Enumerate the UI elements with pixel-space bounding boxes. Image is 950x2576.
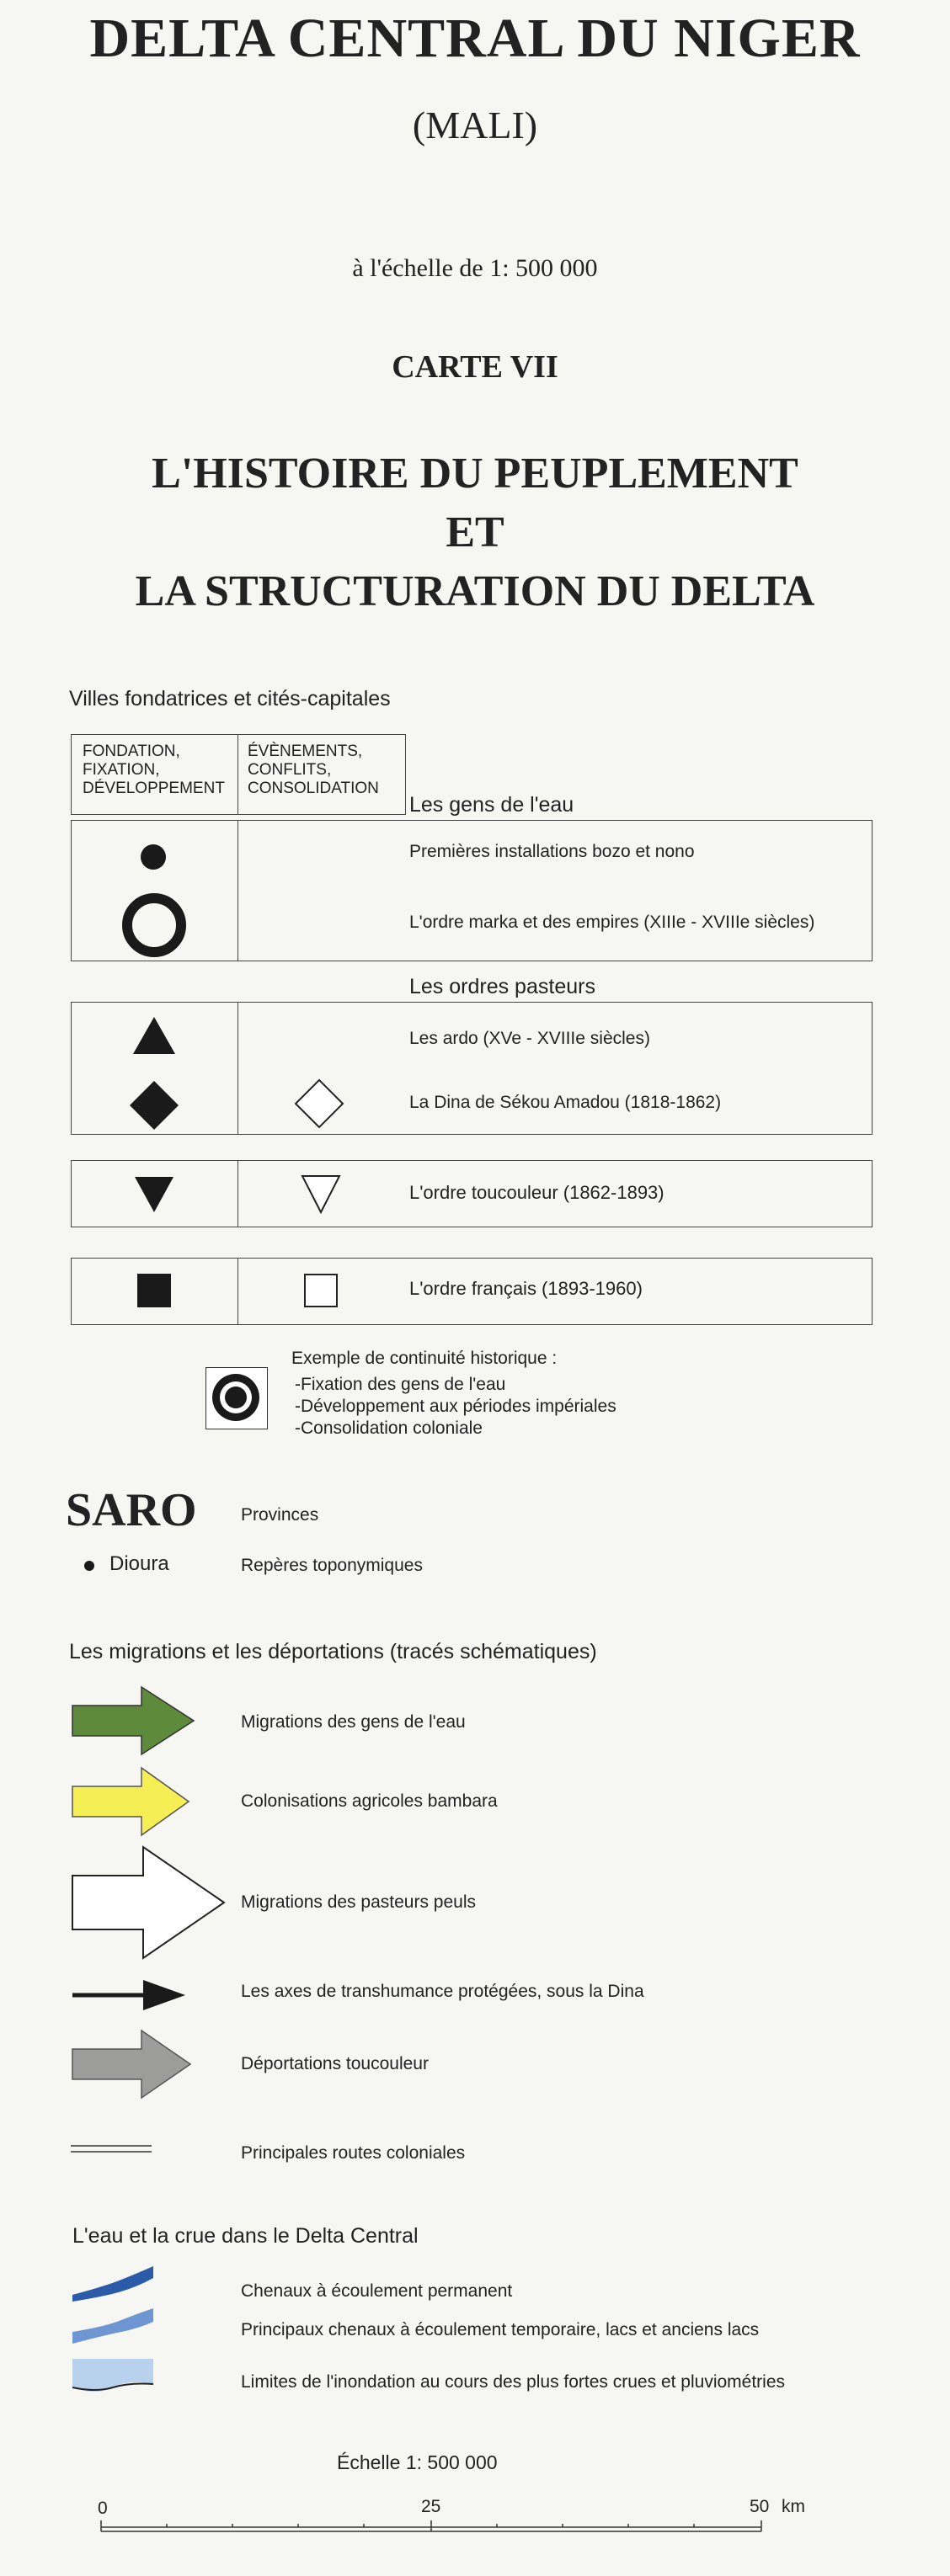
province-sample: SARO (66, 1484, 197, 1536)
roads-label: Principales routes coloniales (241, 2143, 466, 2163)
col2-header-line: CONFLITS, (248, 761, 332, 779)
francais-label: L'ordre français (1893-1960) (409, 1278, 643, 1299)
col1-header (83, 742, 225, 798)
scale-tick-0: 0 (98, 2499, 108, 2518)
map-title: DELTA CENTRAL DU NIGER (89, 8, 861, 69)
colonial-road-icon (71, 2142, 155, 2158)
place-label: Repères toponymiques (241, 1556, 423, 1575)
map-number: CARTE VII (392, 349, 558, 385)
migration-label-2: Colonisations agricoles bambara (241, 1791, 498, 1811)
continuity-symbol-box (205, 1367, 268, 1429)
province-label: Provinces (241, 1505, 319, 1525)
subject-line-1: L'HISTOIRE DU PEUPLEMENT (152, 450, 798, 498)
subject-line-2: ET (446, 508, 504, 556)
migration-label-5: Déportations toucouleur (241, 2054, 429, 2073)
permanent-channel-icon (71, 2265, 155, 2303)
col1-header-line: FIXATION, (83, 761, 160, 779)
water-label-3: Limites de l'inondation au cours des plus fortes crues et pluviométries (241, 2372, 786, 2392)
migration-label-4: Les axes de transhumance protégées, sous la Dina (241, 1982, 644, 2001)
small-dot-icon (135, 838, 172, 876)
temporary-channel-icon (71, 2307, 155, 2345)
place-dot-icon (83, 1559, 96, 1573)
bambara-colonisation-arrow-icon (71, 1766, 197, 1837)
scale-subtitle: à l'échelle de 1: 500 000 (352, 254, 598, 282)
transhumance-axis-arrow-icon (71, 1977, 189, 2014)
map-subject (0, 444, 950, 621)
water-label-2: Principaux chenaux à écoulement temporaire, lacs et anciens lacs (241, 2320, 760, 2339)
scale-title: Échelle 1: 500 000 (337, 2451, 498, 2473)
group-pastoral-label: Les ordres pasteurs (409, 975, 595, 998)
flood-limit-icon (71, 2355, 155, 2403)
col1-header-line: FONDATION, (83, 742, 180, 760)
continuity-list (295, 1374, 616, 1440)
group-water-label: Les gens de l'eau (409, 793, 574, 817)
col1-header-line: DÉVELOPPEMENT (83, 780, 225, 797)
migrations-heading: Les migrations et les déportations (tracés schématiques) (69, 1640, 597, 1663)
cities-heading: Villes fondatrices et cités-capitales (69, 687, 391, 711)
continuity-item: -Fixation des gens de l'eau (295, 1375, 506, 1394)
migration-label-1: Migrations des gens de l'eau (241, 1712, 466, 1732)
open-triangle-down-icon (300, 1174, 342, 1216)
concentric-target-icon (206, 1368, 267, 1429)
triangle-down-icon (133, 1175, 175, 1214)
continuity-title: Exemple de continuité historique : (291, 1349, 558, 1368)
water-label-1: Chenaux à écoulement permanent (241, 2281, 513, 2301)
triangle-up-icon (131, 1015, 177, 1056)
filled-square-icon (137, 1274, 171, 1307)
filled-diamond-icon (128, 1079, 180, 1131)
scale-tick-25: 25 (421, 2497, 441, 2516)
pastoral-group-box (71, 1002, 873, 1135)
continuity-item: -Consolidation coloniale (295, 1418, 483, 1438)
water-item-1: Premières installations bozo et nono (409, 842, 695, 861)
toucouleur-deportation-arrow-icon (71, 2029, 197, 2100)
continuity-item: -Développement aux périodes impériales (295, 1397, 616, 1416)
subject-line-3: LA STRUCTURATION DU DELTA (135, 567, 815, 615)
col2-header-line: ÉVÈNEMENTS, (248, 742, 363, 760)
place-sample: Dioura (109, 1552, 169, 1575)
col2-header-line: CONSOLIDATION (248, 780, 379, 797)
pastoral-item-2: La Dina de Sékou Amadou (1818-1862) (409, 1093, 722, 1112)
country-subtitle: (MALI) (412, 104, 538, 146)
open-square-icon (304, 1274, 338, 1307)
open-diamond-icon (293, 1078, 345, 1130)
pastoral-item-1: Les ardo (XVe - XVIIIe siècles) (409, 1029, 650, 1048)
col2-header (248, 742, 379, 798)
scale-tick-50: 50 (750, 2497, 770, 2516)
water-people-migration-arrow-icon (71, 1685, 197, 1756)
water-heading: L'eau et la crue dans le Delta Central (72, 2224, 419, 2248)
migration-label-3: Migrations des pasteurs peuls (241, 1892, 476, 1912)
scale-unit: km (782, 2497, 805, 2516)
water-item-2: L'ordre marka et des empires (XIIIe - XVIIIe siècles) (409, 913, 815, 932)
scale-bar-graphic (99, 2517, 765, 2536)
peul-pastoral-migration-arrow-icon (71, 1845, 231, 1963)
toucouleur-label: L'ordre toucouleur (1862-1893) (409, 1182, 664, 1203)
ring-icon (116, 887, 192, 963)
